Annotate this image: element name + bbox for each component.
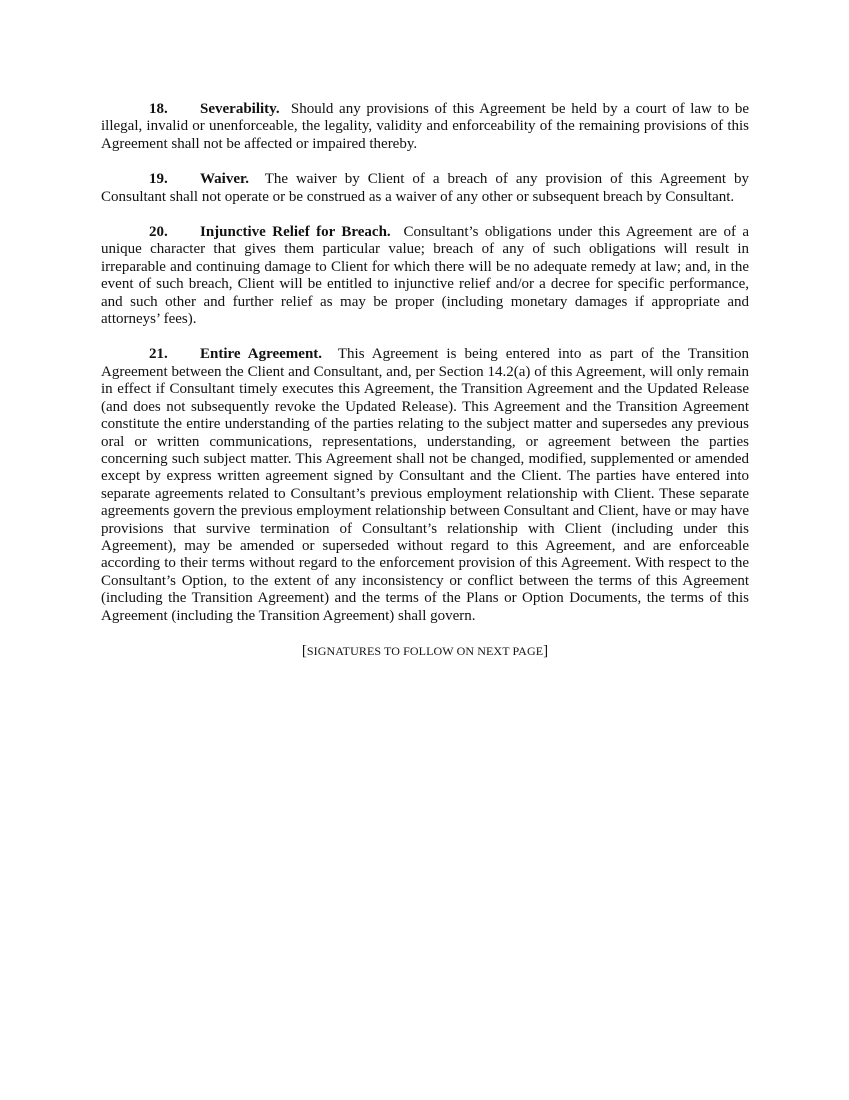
section-number: 19.	[149, 171, 168, 188]
section-body: The waiver by Client of a breach of any provision of this Agreement by Consultant shall not operate or be construed as a waiver of any other or subsequent breach by Consultant.	[101, 171, 749, 205]
section-21	[101, 346, 749, 625]
section-heading: Entire Agreement.	[200, 346, 323, 363]
document-page	[101, 101, 749, 660]
open-bracket: [	[301, 642, 307, 659]
section-19	[101, 171, 749, 206]
section-heading: Severability.	[200, 101, 280, 117]
section-heading: Injunctive Relief for Breach.	[200, 224, 391, 241]
close-bracket: ]	[543, 642, 549, 659]
section-number: 21.	[149, 346, 168, 363]
signatures-note	[101, 643, 749, 660]
section-20	[101, 224, 749, 328]
section-18	[101, 101, 749, 153]
signatures-note-text: SIGNATURES TO FOLLOW ON NEXT PAGE	[306, 643, 544, 658]
section-body: Consultant’s obligations under this Agreement are of a unique character that gives them particular value; breach of any of such obligations will result in irreparable and continuing damage to Client for which there will be no adequate remedy at law; and, in the event of such breach, Client will be entitled to injunctive relief and/or a decree for specific performance, and such other and further relief as may be proper (including monetary damages if appropriate and attorneys’ fees).	[101, 224, 750, 328]
section-body: This Agreement is being entered into as part of the Transition Agreement between the Client and Consultant, and, per Section 14.2(a) of this Agreement, will only remain in effect if Consultant timely executes this Agreement, the Transition Agreement and the Updated Release (and does not subsequently revoke the Updated Release). This Agreement and the Transition Agreement constitute the entire understanding of the parties relating to the subject matter and supersedes any previous oral or written communications, representations, understanding, or agreement between the parties concerning such subject matter. This Agreement shall not be changed, modified, supplemented or amended except by express written agreement signed by Consultant and the Client. The parties have entered into separate agreements related to Consultant’s previous employment relationship with Client. These separate agreements govern the previous employment relationship between Consultant and Client, have or may have provisions that survive termination of Consultant’s relationship with Client (including under this Agreement), may be amended or superseded without regard to this Agreement, and are enforceable according to their terms without regard to the enforcement provision of this Agreement. With respect to the Consultant’s Option, to the extent of any inconsistency or conflict between the terms of this Agreement (including the Transition Agreement) and the terms of the Plans or Option Documents, the terms of this Agreement (including the Transition Agreement) shall govern.	[101, 346, 749, 624]
section-heading: Waiver.	[200, 171, 250, 188]
section-number: 18.	[149, 101, 168, 117]
section-body: Should any provisions of this Agreement be held by a court of law to be illegal, invalid or unenforceable, the legality, validity and enforceability of the remaining provisions of this Agreement shall not be affected or impaired thereby.	[101, 101, 749, 152]
section-number: 20.	[149, 224, 168, 241]
